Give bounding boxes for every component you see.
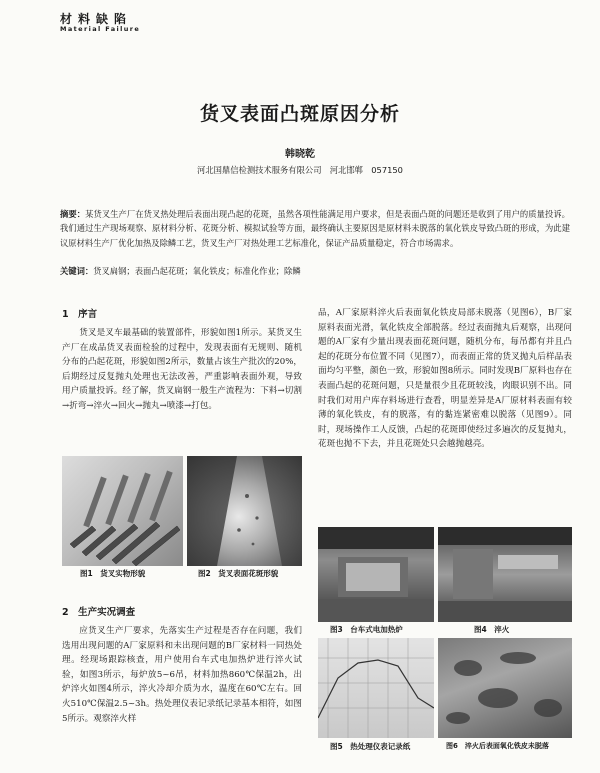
abstract-label: 摘要： xyxy=(60,209,86,219)
figure-1-photo xyxy=(62,456,183,566)
quench-scene xyxy=(438,527,572,622)
section-1-heading: 1 序言 xyxy=(62,309,98,320)
figure-5-caption: 图5 热处理仪表记录纸 xyxy=(330,742,411,751)
paper-affiliation: 河北国鼎信检测技术服务有限公司 河北邯郸 057150 xyxy=(197,165,403,175)
keywords-label: 关键词： xyxy=(60,266,94,276)
figure-4-photo xyxy=(438,527,572,622)
section-2-heading: 2 生产实况调查 xyxy=(62,607,136,618)
figure-5-photo xyxy=(318,638,434,738)
paper-title: 货叉表面凸斑原因分析 xyxy=(199,103,400,125)
abstract-text: 某货叉生产厂在货叉热处理后表面出现凸起的花斑，虽然各项性能满足用户要求，但是表面凸斑的问题还是收到了用户的质量投诉。我们通过生产现场观察、原材料分析、花斑分析、模拟试验等方面，最终确认主要原因是原材料未脱落的氧化铁皮导致凸斑的形成，为此建议原材料生产厂优化加热及除鳞工艺，货叉生产厂对热处理工艺标准化，保证产品质量稳定，符合市场需求。 xyxy=(60,209,570,248)
section-1-body: 货叉是叉车最基础的装置部件，形貌如图1所示。某货叉生产厂在成品货叉表面检验的过程中，发现表面有无规则、随机分布的凸起花斑，形貌如图2所示，数量占该生产批次的20%，后期经过反复抛丸处理也无法改善，严重影响表面外观，导致用户质量投诉。经了解，货叉扁钢一般生产流程为：下料→切割→折弯→淬火→回火→抛丸→喷漆→打包。 xyxy=(62,328,302,411)
keywords-text: 货叉扁钢；表面凸起花斑；氧化铁皮；标准化作业；除鳞 xyxy=(93,266,301,276)
journal-title: 材料缺陷 xyxy=(60,12,133,26)
chart-paper xyxy=(318,638,434,738)
right-column-body: 品，A厂家原料淬火后表面氧化铁皮局部未脱落（见图6），B厂家原料表面光滑，氧化铁皮全部脱落。经过表面抛丸后观察，出现问题的A厂家有少量出现表面花斑问题，随机分布，每吊都有并且凸起的花斑分布位置不同（见图7），而表面正常的货叉抛丸后样品表面均匀平整，颜色一致，形貌如图8所示。同时发现B厂原料也存在表面凸起的花斑问题，只是量很少且花斑较浅，肉眼识别不出。同时我们对用户库存料场进行查看，明显差异是A厂原材料表面有较薄的氧化铁皮，有的脱落，有的黏连紧密难以脱落（见图9）。同时，现场操作工人反馈，凸起的花斑即使经过多遍次的反复抛丸，花斑也抛不下去，并且花斑处只会越抛越亮。 xyxy=(318,308,572,450)
figure-6-photo xyxy=(438,638,572,738)
figure-3-photo xyxy=(318,527,434,622)
figure-4-caption: 图4 淬火 xyxy=(474,625,510,634)
keywords xyxy=(60,264,570,278)
figure-3-caption: 图3 台车式电加热炉 xyxy=(330,625,403,634)
figure-2-caption: 图2 货叉表面花斑形貌 xyxy=(198,569,279,578)
section-2-body: 应货叉生产厂要求，先落实生产过程是否存在问题，我们选用出现问题的A厂家原料和未出现问题的B厂家材料一同热处理。经现场跟踪核查，用户使用台车式电加热炉进行淬火试验，如图3所示，每炉放5~6吊，材料加热860℃保温2h，出炉淬火如图4所示，淬火冷却介质为水，温度在60℃左右。回火510℃保温2.5~3h。热处理仪表记录纸记录基本相符，如图5所示。观察淬火样 xyxy=(62,626,302,724)
paper-author: 韩晓乾 xyxy=(285,149,315,160)
journal-subtitle: Material Failure xyxy=(60,25,141,33)
abstract xyxy=(60,207,570,250)
forks-illustration xyxy=(62,456,183,566)
figure-6-caption: 图6 淬火后表面氧化铁皮未脱落 xyxy=(446,742,549,750)
oxide-scale-texture xyxy=(438,638,572,738)
spot-texture xyxy=(187,456,302,566)
furnace-scene xyxy=(318,527,434,622)
figure-1-caption: 图1 货叉实物形貌 xyxy=(80,569,146,578)
figure-2-photo xyxy=(187,456,302,566)
